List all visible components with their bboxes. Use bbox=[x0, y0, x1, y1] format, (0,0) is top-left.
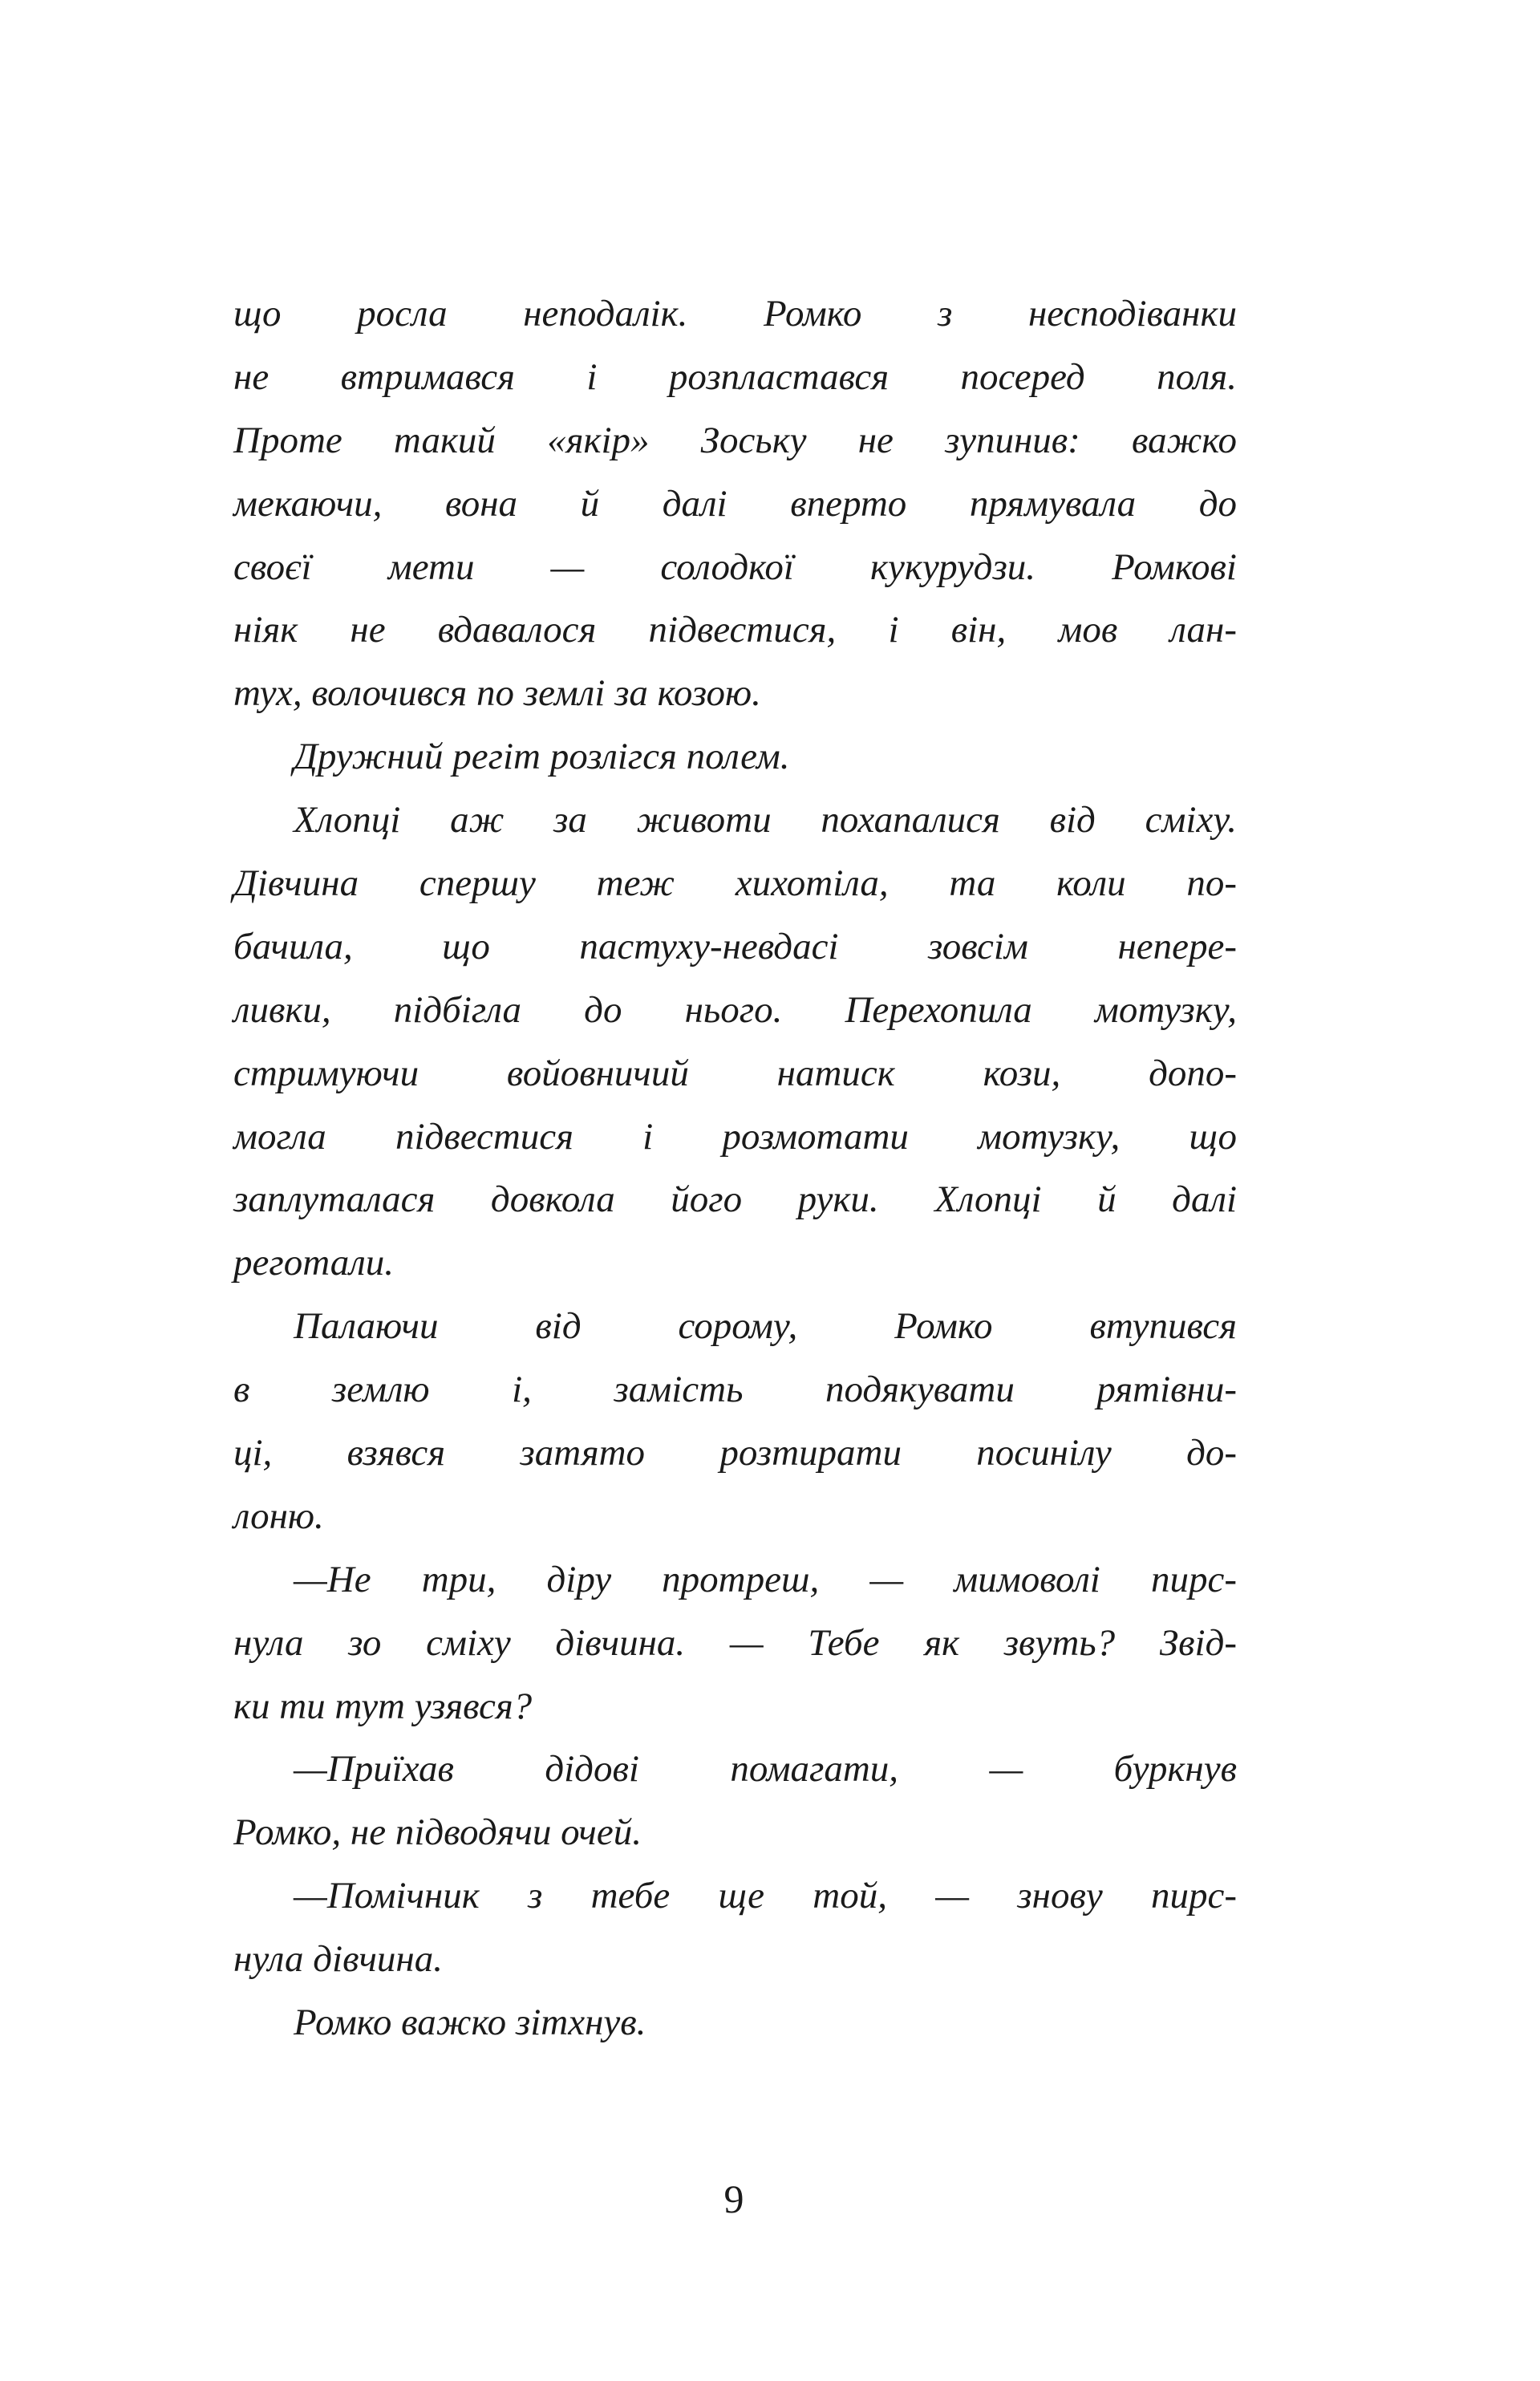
text-line: своєї мети — солодкої кукурудзи. Ромкові bbox=[233, 546, 1237, 588]
text-line: тух, волочився по землі за козою. bbox=[233, 672, 761, 715]
text-line: лоню. bbox=[233, 1495, 324, 1537]
page-body-text bbox=[233, 282, 1237, 2054]
text-line: стримуючи войовничий натиск кози, допо- bbox=[233, 1052, 1237, 1094]
text-line: могла підвестися і розмотати мотузку, що bbox=[233, 1115, 1237, 1158]
text-line: ці, взявся затято розтирати посинілу до- bbox=[233, 1432, 1237, 1474]
text-line: реготали. bbox=[233, 1242, 394, 1284]
page-number: 9 bbox=[723, 2176, 744, 2221]
text-line: Хлопці аж за животи похапалися від сміху. bbox=[294, 799, 1237, 842]
text-line: мекаючи, вона й далі вперто прямувала до bbox=[233, 482, 1237, 525]
text-line: що росла неподалік. Ромко з несподіванки bbox=[233, 293, 1237, 335]
text-line: —Не три, діру протреш, — мимоволі пирс- bbox=[294, 1558, 1237, 1600]
text-line: в землю і, замість подякувати рятівни- bbox=[233, 1369, 1237, 1411]
text-line: Палаючи від сорому, Ромко втупився bbox=[294, 1305, 1237, 1348]
text-line: заплуталася довкола його руки. Хлопці й далі bbox=[233, 1178, 1237, 1221]
text-line: не втримався і розпластався посеред поля. bbox=[233, 355, 1237, 398]
text-line: нула дівчина. bbox=[233, 1938, 443, 1981]
text-line: Дружний регіт розлігся полем. bbox=[294, 736, 790, 778]
text-line: ки ти тут узявся? bbox=[233, 1685, 533, 1727]
text-line: ливки, підбігла до нього. Перехопила мотузку, bbox=[233, 988, 1237, 1031]
text-line: Дівчина спершу теж хихотіла, та коли по- bbox=[233, 862, 1237, 905]
text-line: бачила, що пастуху-невдасі зовсім непере- bbox=[233, 925, 1237, 967]
text-line: ніяк не вдавалося підвестися, і він, мов лан- bbox=[233, 609, 1237, 651]
text-line: нула зо сміху дівчина. — Тебе як звуть? Звід- bbox=[233, 1621, 1237, 1664]
text-line: —Помічник з тебе ще той, — знову пирс- bbox=[294, 1875, 1237, 1917]
text-line: —Приїхав дідові помагати, — буркнув bbox=[294, 1748, 1237, 1791]
text-line: Ромко важко зітхнув. bbox=[294, 2002, 646, 2044]
text-line: Ромко, не підводячи очей. bbox=[233, 1811, 642, 1854]
text-line: Проте такий «якір» Зоську не зупинив: важко bbox=[233, 419, 1237, 461]
